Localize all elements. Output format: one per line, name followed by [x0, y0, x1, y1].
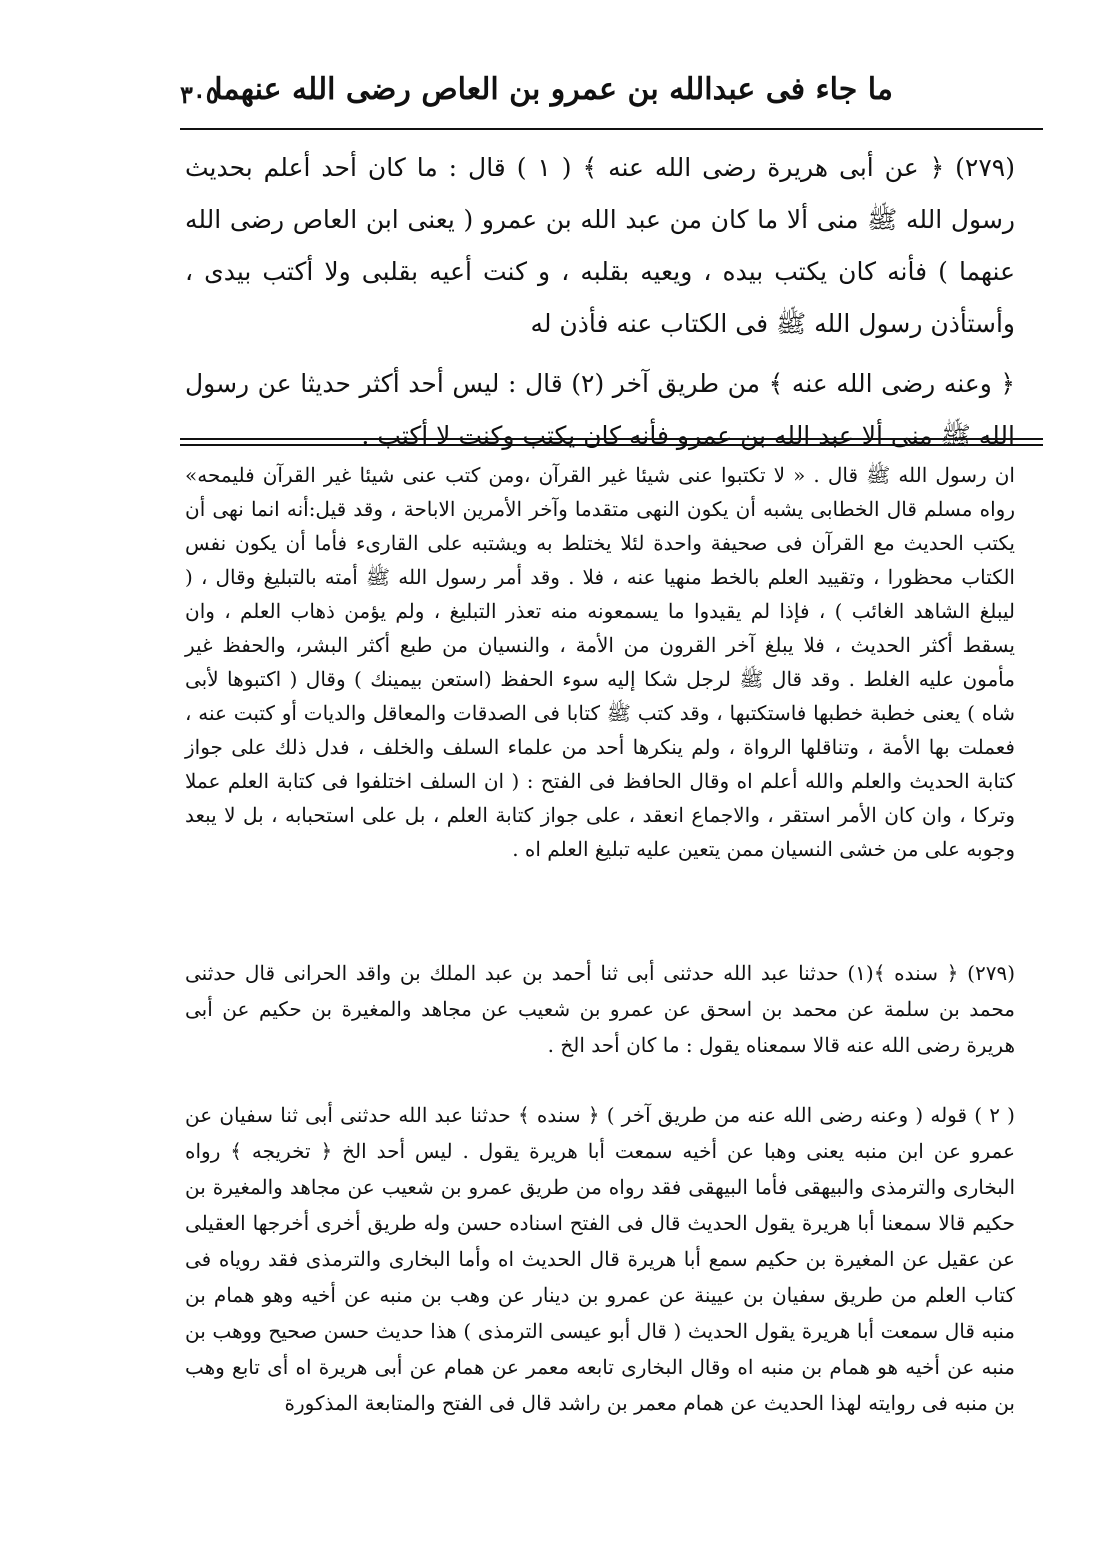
footnote-2 [185, 1097, 1015, 1421]
hadith-279-text: (٢٧٩) ﴿ عن أبى هريرة رضى الله عنه ﴾ ( ١ ) قال : ما كان أحد أعلم بحديث رسول الله ﷺ منى ألا ما كان من عبد الله بن عمرو ( يعنى ابن العاص رضى الله عنهما ) فأنه كان يكتب بيده ، ويعيه بقلبه ، و كنت أعيه بقلبى ولا أكتب بيدى ، وأستأذن رسول الله ﷺ فى الكتاب عنه فأذن له [185, 153, 1015, 338]
running-title: ما جاء فى عبدالله بن عمرو بن العاص رضى الله عنهما [214, 72, 893, 107]
footnote-takhrij: ( ٢ ) قوله ( وعنه رضى الله عنه من طريق آخر ) ﴿ سنده ﴾ حدثنا عبد الله حدثنى أبى ثنا سفيان عن عمرو عن ابن منبه يعنى وهبا عن أخيه سمعت أبا هريرة يقول . ليس أحد الخ ﴿ تخريجه ﴾ رواه البخارى والترمذى والبيهقى فأما البيهقى فقد رواه من طريق عمرو بن شعيب عن مجاهد والمغيرة بن حكيم قالا سمعنا أبا هريرة يقول الحديث قال فى الفتح اسناده حسن وله طريق أخرى أخرجها العقيلى عن عقيل عن المغيرة بن حكيم سمع أبا هريرة قال الحديث اه وأما البخارى والترمذى فقد روياه فى كتاب العلم من طريق سفيان بن عيينة عن عمرو بن دينار عن وهب بن منبه عن أخيه وهو همام بن منبه قال سمعت أبا هريرة يقول الحديث ( قال أبو عيسى الترمذى ) هذا حديث حسن صحيح ووهب بن منبه عن أخيه هو همام بن منبه اه وقال البخارى تابعه معمر عن همام عن أبى هريرة اه أى تابع وهب بن منبه فى روايته لهذا الحديث عن همام معمر بن راشد قال فى الفتح والمتابعة المذكورة [185, 1103, 1016, 1415]
footnote-1 [185, 955, 1015, 1063]
section-double-rule [180, 438, 1043, 446]
hadith-279-second-route: ﴿ وعنه رضى الله عنه ﴾ من طريق آخر (٢) قال : ليس أحد أكثر حديثا عن رسول الله ﷺ منى ألا عبد الله بن عمرو فأنه كان يكتب وكنت لا أكتب . [185, 369, 1015, 450]
commentary-block [185, 458, 1015, 866]
commentary-text: ان رسول الله ﷺ قال . « لا تكتبوا عنى شيئا غير القرآن ،ومن كتب عنى شيئا غير القرآن فليمحه» رواه مسلم قال الخطابى يشبه أن يكون النهى متقدما وآخر الأمرين الاباحة ، وقد قيل:أنه انما نهى أن يكتب الحديث مع القرآن فى صحيفة واحدة لئلا يختلط به ويشتبه على القارىء فأما أن يكون نفس الكتاب محظورا ، وتقييد العلم بالخط منهيا عنه ، فلا . وقد أمر رسول الله ﷺ أمته بالتبليغ وقال ، ( ليبلغ الشاهد الغائب ) ، فإذا لم يقيدوا ما يسمعونه منه تعذر التبليغ ، ولم يؤمن ذهاب العلم ، وان يسقط أكثر الحديث ، فلا يبلغ آخر القرون من الأمة ، والنسيان من طبع أكثر البشر، والحفظ غير مأمون عليه الغلط . وقد قال ﷺ لرجل شكا إليه سوء الحفظ (استعن بيمينك ) وقال ( اكتبوها لأبى شاه ) يعنى خطبة خطبها فاستكتبها ، وقد كتب ﷺ كتابا فى الصدقات والمعاقل والديات أو كتبت عنه ، فعملت بها الأمة ، وتناقلها الرواة ، ولم ينكرها أحد من علماء السلف والخلف ، فدل ذلك على جواز كتابة الحديث والعلم والله أعلم اه وقال الحافظ فى الفتح : ( ان السلف اختلفوا فى كتابة العلم عملا وتركا ، وان كان الأمر استقر ، والاجماع انعقد ، على جواز كتابة العلم ، بل على استحبابه ، بل لا يبعد وجوبه على من خشى النسيان ممن يتعين عليه تبليغ العلم اه . [185, 463, 1015, 861]
footnote-sanad: (٢٧٩) ﴿ سنده ﴾(١) حدثنا عبد الله حدثنى أبى ثنا أحمد بن عبد الملك بن واقد الحرانى قال حدثنى محمد بن سلمة عن محمد بن اسحق عن عمرو بن شعيب عن مجاهد والمغيرة بن حكيم عن أبى هريرة رضى الله عنه قالا سمعناه يقول : ما كان أحد الخ . [185, 961, 1015, 1057]
page-number: ٣٠٥ [180, 80, 219, 109]
main-text [185, 142, 1015, 462]
page-header [180, 72, 893, 122]
header-rule [180, 128, 1043, 130]
